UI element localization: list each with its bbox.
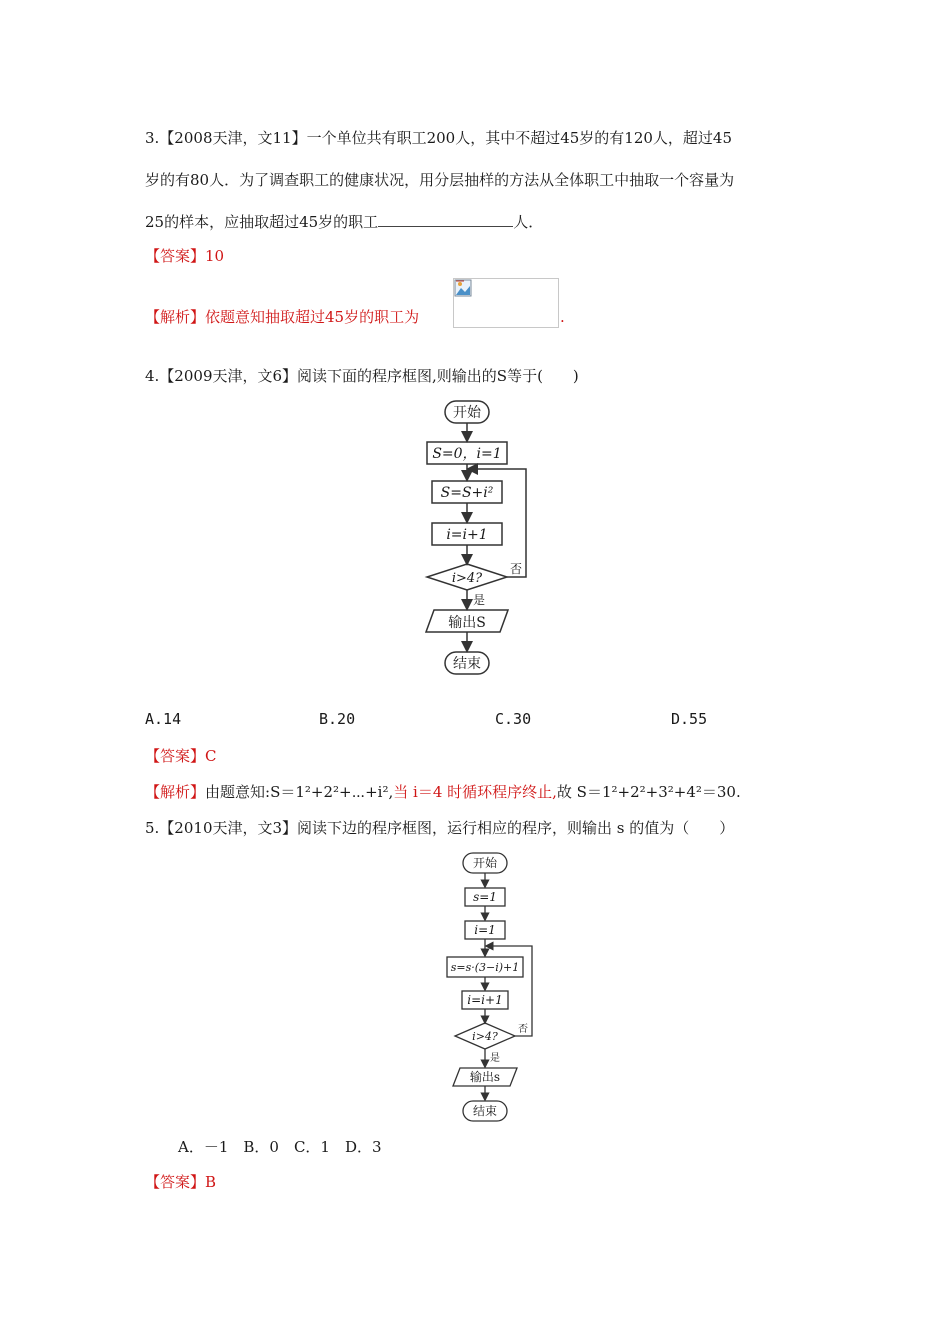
q5-answer (145, 1172, 216, 1192)
flow-i-init-label: i=1 (474, 923, 496, 937)
analysis-end-dot: . (560, 308, 565, 326)
q4-analysis (145, 782, 741, 802)
analysis-text: 依题意知抽取超过45岁的职工为 (205, 308, 420, 326)
analysis-label: 【解析】 (145, 783, 206, 801)
answer-value: 10 (205, 247, 225, 265)
answer-label: 【答案】 (145, 247, 206, 265)
flow-step1-label: S=S+i² (440, 485, 494, 501)
q5-flowchart (440, 848, 550, 1128)
q3-line1: 3.【2008天津，文11】一个单位共有职工200人，其中不超过45岁的有120人，超过45 (145, 129, 733, 147)
answer-value: B (205, 1173, 217, 1191)
flow-step2-label: i=i+1 (446, 527, 488, 543)
q3-line3-suffix: 人． (513, 213, 544, 231)
flow-start-label: 开始 (472, 856, 498, 870)
answer-label: 【答案】 (145, 747, 206, 765)
flow-yes-label: 是 (473, 593, 486, 607)
flow-s-init-label: s=1 (473, 890, 497, 904)
flow-output-label: 输出S (448, 615, 486, 631)
flow-output-label: 输出s (469, 1070, 501, 1084)
analysis-label: 【解析】 (145, 308, 206, 326)
flow-no-label: 否 (518, 1024, 528, 1035)
flow-end-label: 结束 (472, 1104, 498, 1118)
q4-answer (145, 746, 217, 766)
q4-stem: 4.【2009天津，文6】阅读下面的程序框图,则输出的S等于( ) (145, 367, 579, 385)
flow-step1-label: s=s·(3−i)+1 (450, 961, 520, 974)
analysis-part2: 当 i＝4 时循环程序终止, (393, 783, 557, 801)
flow-no-label: 否 (510, 562, 523, 576)
flow-start-label: 开始 (453, 405, 481, 421)
flow-init-label: S=0，i=1 (432, 446, 502, 462)
q4-option-c: C.30 (495, 710, 532, 728)
flow-cond-label: i>4? (472, 1030, 498, 1043)
q3-answer (145, 246, 224, 266)
flow-cond-label: i>4? (451, 571, 483, 586)
q4-option-d: D.55 (671, 710, 708, 728)
answer-blank (378, 212, 513, 227)
broken-image-icon (454, 279, 472, 297)
q4-flowchart (420, 396, 540, 681)
analysis-part1: 由题意知:S＝1²+2²+⋯+i², (205, 783, 394, 801)
q3-line3-prefix: 25的样本，应抽取超过45岁的职工 (145, 213, 379, 231)
q5-stem: 5.【2010天津，文3】阅读下边的程序框图，运行相应的程序，则输出 s 的值为（ ） (145, 819, 735, 837)
flow-yes-label: 是 (490, 1053, 500, 1064)
q4-option-b: B.20 (319, 710, 356, 728)
q3-line2: 岁的有80人．为了调查职工的健康状况，用分层抽样的方法从全体职工中抽取一个容量为 (145, 171, 735, 189)
q4-option-a: A.14 (145, 710, 182, 728)
answer-label: 【答案】 (145, 1173, 206, 1191)
broken-image-placeholder (453, 278, 559, 328)
answer-value: C (205, 747, 217, 765)
analysis-part3: 故 S＝1²+2²+3²+4²＝30. (556, 783, 741, 801)
flow-end-label: 结束 (453, 656, 481, 672)
flow-step2-label: i=i+1 (467, 993, 503, 1007)
q3-analysis (145, 307, 419, 327)
q5-options: A．－1 B．0 C．1 D．3 (178, 1138, 382, 1156)
q3-line3 (145, 212, 543, 232)
